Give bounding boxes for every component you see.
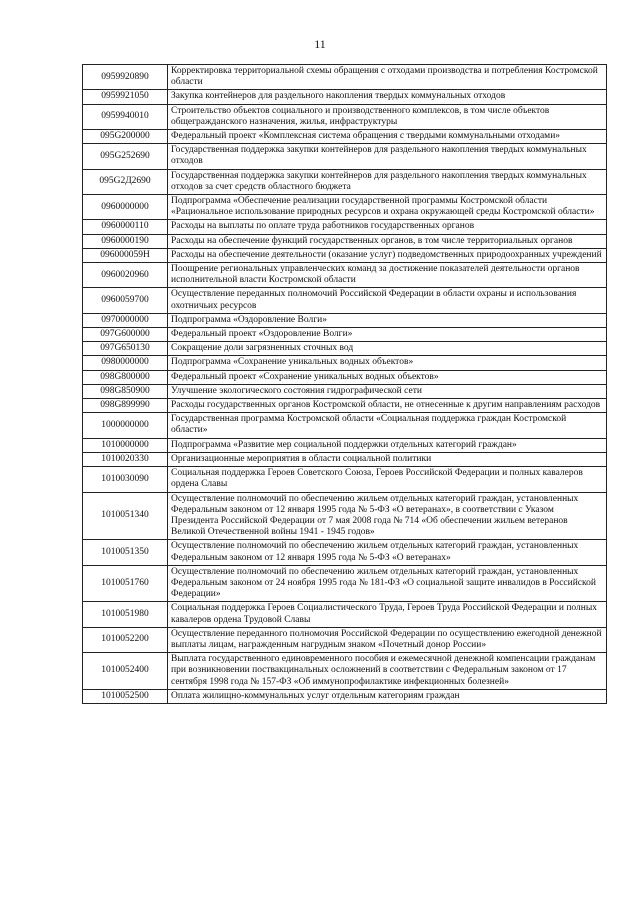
table-row xyxy=(83,399,607,413)
row-code-cell: 0960000110 xyxy=(83,220,168,234)
table-row xyxy=(83,689,607,703)
row-name-cell: Осуществление полномочий по обеспечению жильем отдельных категорий граждан, установленных Федеральным законом от 12 января 1995 года № 5-ФЗ «О ветеранах» xyxy=(168,540,607,565)
row-name-cell: Осуществление переданного полномочия Российской Федерации по осуществлению ежегодной денежной выплаты лицам, награжденным нагрудным знаком «Почетный донор России» xyxy=(168,627,607,652)
row-code-cell: 0960059700 xyxy=(83,288,168,313)
row-code-cell: 1010052400 xyxy=(83,653,168,690)
table-row xyxy=(83,438,607,452)
row-name-cell: Подпрограмма «Обеспечение реализации государственной программы Костромской области «Рациональное использование природных ресурсов и охрана окружающей среды Костромской области» xyxy=(168,195,607,220)
row-code-cell: 097G600000 xyxy=(83,328,168,342)
table-row xyxy=(83,234,607,248)
row-code-cell: 098G899990 xyxy=(83,399,168,413)
row-code-cell: 1010051350 xyxy=(83,540,168,565)
table-row xyxy=(83,248,607,262)
row-code-cell: 0959940010 xyxy=(83,104,168,129)
table-row xyxy=(83,384,607,398)
row-code-cell: 1010051980 xyxy=(83,602,168,627)
table-row xyxy=(83,653,607,690)
table-row xyxy=(83,220,607,234)
table-row xyxy=(83,413,607,438)
table-row xyxy=(83,342,607,356)
table-row xyxy=(83,627,607,652)
table-body xyxy=(83,65,607,704)
row-name-cell: Расходы на обеспечение функций государственных органов, в том числе территориальных органов xyxy=(168,234,607,248)
table-row xyxy=(83,169,607,194)
row-code-cell: 0980000000 xyxy=(83,356,168,370)
table-row xyxy=(83,467,607,492)
row-name-cell: Подпрограмма «Сохранение уникальных водных объектов» xyxy=(168,356,607,370)
table-row xyxy=(83,288,607,313)
row-name-cell: Федеральный проект «Оздоровление Волги» xyxy=(168,328,607,342)
table-row xyxy=(83,195,607,220)
row-name-cell: Сокращение доли загрязненных сточных вод xyxy=(168,342,607,356)
row-code-cell: 1010030090 xyxy=(83,467,168,492)
row-name-cell: Осуществление переданных полномочий Российской Федерации в области охраны и использования охотничьих ресурсов xyxy=(168,288,607,313)
row-code-cell: 1010051760 xyxy=(83,565,168,602)
row-name-cell: Государственная поддержка закупки контейнеров для раздельного накопления твердых коммунальных отходов xyxy=(168,144,607,169)
table-row xyxy=(83,104,607,129)
row-code-cell: 0959921050 xyxy=(83,90,168,104)
table-row xyxy=(83,452,607,466)
row-code-cell: 095G252690 xyxy=(83,144,168,169)
row-code-cell: 1010051340 xyxy=(83,492,168,540)
table-row xyxy=(83,540,607,565)
table-row xyxy=(83,263,607,288)
row-name-cell: Федеральный проект «Сохранение уникальных водных объектов» xyxy=(168,370,607,384)
row-code-cell: 095G2Д2690 xyxy=(83,169,168,194)
row-name-cell: Строительство объектов социального и производственного комплексов, в том числе объектов общегражданского назначения, жилья, инфраструктуры xyxy=(168,104,607,129)
row-code-cell: 0960020960 xyxy=(83,263,168,288)
row-name-cell: Социальная поддержка Героев Социалистического Труда, Героев Труда Российской Федерации и полных кавалеров ордена Трудовой Славы xyxy=(168,602,607,627)
row-code-cell: 1010052200 xyxy=(83,627,168,652)
page-number: 11 xyxy=(314,37,326,51)
row-code-cell: 1010020330 xyxy=(83,452,168,466)
table-row xyxy=(83,328,607,342)
table-row xyxy=(83,370,607,384)
row-code-cell: 0960000190 xyxy=(83,234,168,248)
row-name-cell: Социальная поддержка Героев Советского Союза, Героев Российской Федерации и полных кавалеров ордена Славы xyxy=(168,467,607,492)
row-name-cell: Улучшение экологического состояния гидрографической сети xyxy=(168,384,607,398)
row-name-cell: Государственная поддержка закупки контейнеров для раздельного накопления твердых коммунальных отходов за счет средств областного бюджета xyxy=(168,169,607,194)
row-name-cell: Осуществление полномочий по обеспечению жильем отдельных категорий граждан, установленных Федеральным законом от 24 ноября 1995 года № 181-ФЗ «О социальной защите инвалидов в Российской Федерации» xyxy=(168,565,607,602)
row-code-cell: 098G800000 xyxy=(83,370,168,384)
table-row xyxy=(83,144,607,169)
row-name-cell: Подпрограмма «Развитие мер социальной поддержки отдельных категорий граждан» xyxy=(168,438,607,452)
row-name-cell: Закупка контейнеров для раздельного накопления твердых коммунальных отходов xyxy=(168,90,607,104)
table-row xyxy=(83,492,607,540)
table-row xyxy=(83,130,607,144)
row-name-cell: Подпрограмма «Оздоровление Волги» xyxy=(168,313,607,327)
row-code-cell: 1010052500 xyxy=(83,689,168,703)
row-name-cell: Расходы на обеспечение деятельности (оказание услуг) подведомственных природоохранных учреждений xyxy=(168,248,607,262)
row-code-cell: 097G650130 xyxy=(83,342,168,356)
table-row xyxy=(83,565,607,602)
row-name-cell: Оплата жилищно-коммунальных услуг отдельным категориям граждан xyxy=(168,689,607,703)
row-code-cell: 1010000000 xyxy=(83,438,168,452)
row-name-cell: Выплата государственного единовременного пособия и ежемесячной денежной компенсации гражданам при возникновении поствакцинальных осложнений в соответствии с Федеральным законом от 17 сентября 1998 года № 157-ФЗ «Об иммунопрофилактике инфекционных болезней» xyxy=(168,653,607,690)
table-row xyxy=(83,65,607,90)
table-row xyxy=(83,602,607,627)
table-row xyxy=(83,313,607,327)
table-row xyxy=(83,356,607,370)
row-code-cell: 0960000000 xyxy=(83,195,168,220)
budget-codes-table xyxy=(82,64,607,704)
row-code-cell: 1000000000 xyxy=(83,413,168,438)
row-name-cell: Организационные мероприятия в области социальной политики xyxy=(168,452,607,466)
row-name-cell: Расходы на выплаты по оплате труда работников государственных органов xyxy=(168,220,607,234)
row-name-cell: Поощрение региональных управленческих команд за достижение показателей деятельности органов исполнительной власти Костромской области xyxy=(168,263,607,288)
row-code-cell: 0959920890 xyxy=(83,65,168,90)
row-name-cell: Корректировка территориальной схемы обращения с отходами производства и потребления Костромской области xyxy=(168,65,607,90)
row-code-cell: 095G200000 xyxy=(83,130,168,144)
row-code-cell: 098G850900 xyxy=(83,384,168,398)
row-name-cell: Государственная программа Костромской области «Социальная поддержка граждан Костромской области» xyxy=(168,413,607,438)
row-name-cell: Федеральный проект «Комплексная система обращения с твердыми коммунальными отходами» xyxy=(168,130,607,144)
row-name-cell: Расходы государственных органов Костромской области, не отнесенные к другим направлениям расходов xyxy=(168,399,607,413)
row-name-cell: Осуществление полномочий по обеспечению жильем отдельных категорий граждан, установленных Федеральным законом от 12 января 1995 года № 5-ФЗ «О ветеранах», в соответствии с Указом Президента Российской Федерации от 7 мая 2008 года № 714 «Об обеспечении жильем ветеранов Великой Отечественной войны 1941 - 1945 годов» xyxy=(168,492,607,540)
row-code-cell: 0970000000 xyxy=(83,313,168,327)
row-code-cell: 096000059Н xyxy=(83,248,168,262)
table-row xyxy=(83,90,607,104)
